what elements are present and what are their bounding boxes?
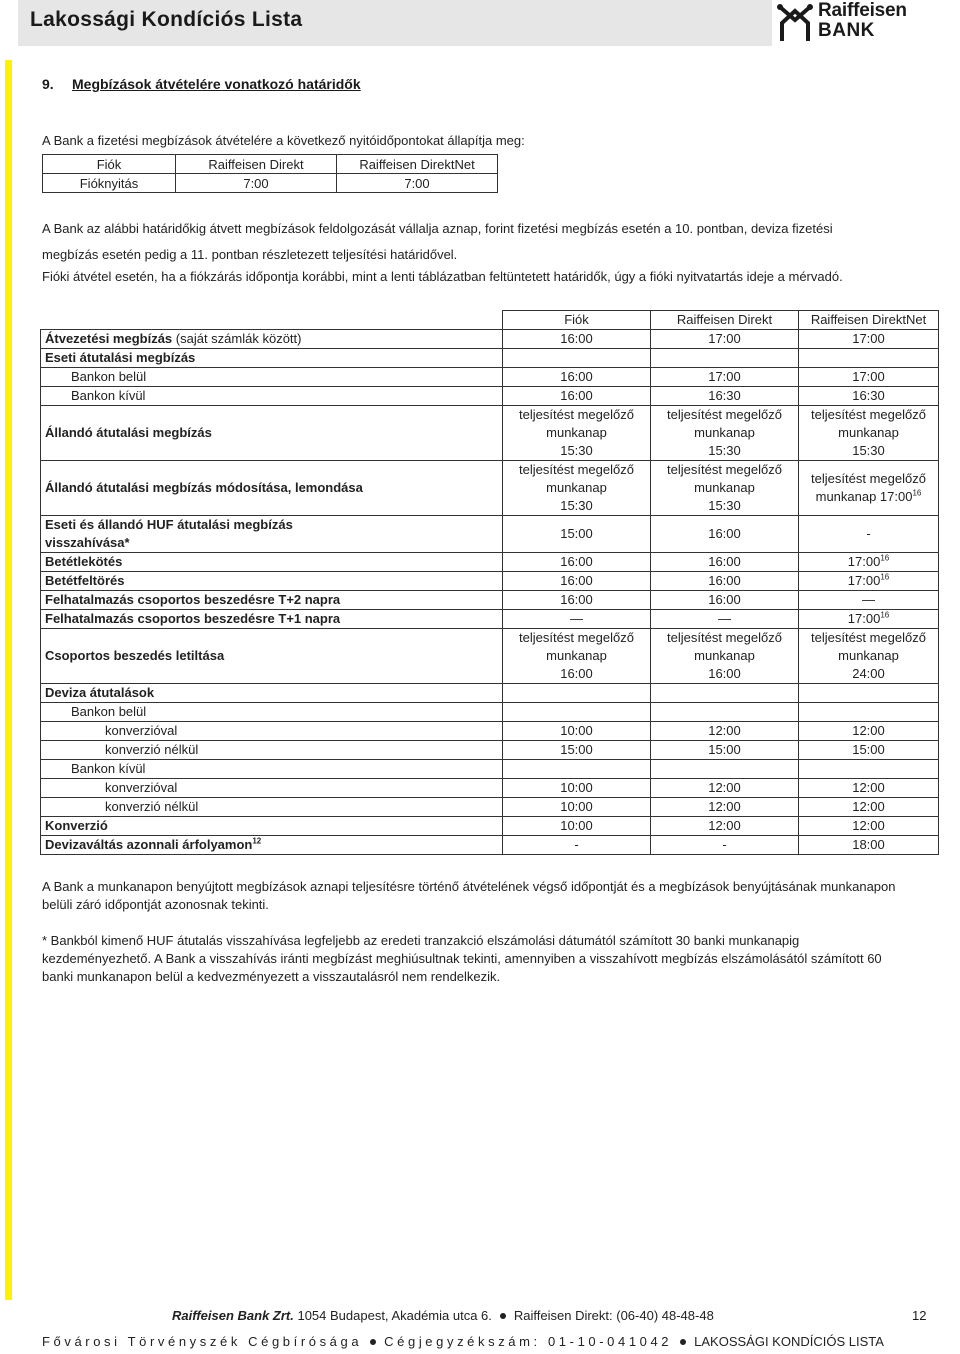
col-header: Raiffeisen Direkt bbox=[651, 311, 799, 330]
col-header: Fiók bbox=[43, 155, 176, 174]
row-label bbox=[41, 516, 503, 553]
table-row bbox=[41, 798, 939, 817]
row-label: Bankon kívül bbox=[41, 387, 503, 406]
row-label: konverzióval bbox=[41, 722, 503, 741]
paragraph-3-line-1: A Bank a munkanapon benyújtott megbízások aznapi teljesítésre történő átvételének végső időpontját és a megbízások benyújtásának munkanapon bbox=[42, 879, 896, 894]
cell-value: 12:00 bbox=[799, 817, 939, 836]
cell-line: teljesítést megelőző bbox=[667, 407, 782, 422]
cell-value: 12:00 bbox=[799, 798, 939, 817]
cell-value: 10:00 bbox=[503, 722, 651, 741]
row-label-line: visszahívása* bbox=[45, 535, 130, 550]
footer-court: Fővárosi Törvényszék Cégbírósága bbox=[42, 1334, 363, 1349]
cell-line: 15:30 bbox=[560, 443, 593, 458]
footer-company: Raiffeisen Bank Zrt. bbox=[172, 1308, 294, 1323]
cell-line: 24:00 bbox=[852, 666, 885, 681]
table-row bbox=[41, 741, 939, 760]
cell-line: 15:30 bbox=[560, 498, 593, 513]
logo-text-bank: BANK bbox=[818, 20, 875, 41]
cell-value bbox=[503, 406, 651, 461]
cell-text: 17:00 bbox=[847, 611, 881, 626]
cell-value: 16:30 bbox=[799, 387, 939, 406]
cell-value: 12:00 bbox=[651, 722, 799, 741]
cell-value bbox=[799, 703, 939, 722]
cell-value bbox=[651, 349, 799, 368]
table-row bbox=[41, 836, 939, 855]
cell-value bbox=[503, 684, 651, 703]
row-label: Bankon kívül bbox=[41, 760, 503, 779]
header-empty-cell bbox=[41, 311, 503, 330]
footnote-line-3: banki munkanapon belül a kedvezményezett a visszautalásról nem rendelkezik. bbox=[42, 969, 501, 984]
table-row bbox=[41, 610, 939, 629]
cell-value: 16:00 bbox=[651, 591, 799, 610]
paragraph-1-line-2: megbízás esetén pedig a 11. pontban részletezett teljesítési határidővel. bbox=[42, 247, 458, 262]
cell-text: 17:00 bbox=[847, 554, 881, 569]
cell-value: 7:00 bbox=[337, 174, 498, 193]
row-label: Deviza átutalások bbox=[41, 684, 503, 703]
row-label: konverzió nélkül bbox=[41, 741, 503, 760]
cell-value bbox=[799, 610, 939, 629]
cell-value: 15:00 bbox=[799, 741, 939, 760]
cell-value: - bbox=[651, 836, 799, 855]
cell-value: 12:00 bbox=[799, 722, 939, 741]
cell-value: 17:00 bbox=[799, 368, 939, 387]
cell-value: 7:00 bbox=[176, 174, 337, 193]
col-header: Fiók bbox=[503, 311, 651, 330]
cell-value: 12:00 bbox=[651, 779, 799, 798]
row-label: konverzióval bbox=[41, 779, 503, 798]
footer-regno: Cégjegyzékszám: 01-10-041042 bbox=[384, 1334, 673, 1349]
table-row bbox=[41, 760, 939, 779]
footnote-ref: 16 bbox=[880, 572, 890, 582]
row-label: Állandó átutalási megbízás bbox=[41, 406, 503, 461]
bullet-icon bbox=[370, 1339, 376, 1345]
row-label: Bankon belül bbox=[41, 703, 503, 722]
cell-value bbox=[799, 760, 939, 779]
cell-value: 10:00 bbox=[503, 779, 651, 798]
cell-value: 10:00 bbox=[503, 817, 651, 836]
table-row bbox=[41, 817, 939, 836]
cell-line bbox=[803, 488, 934, 506]
cell-line: munkanap bbox=[838, 648, 899, 663]
cell-text: munkanap 17:00 bbox=[815, 489, 913, 504]
footnote-line-2: kezdeményezhető. A Bank a visszahívás iránti megbízást meghiúsultnak tekinti, amennyiben a visszahívott megbízás elszámolásától számított 60 bbox=[42, 951, 882, 966]
cell-line: teljesítést megelőző bbox=[519, 462, 634, 477]
col-header: Raiffeisen DirektNet bbox=[799, 311, 939, 330]
cell-line: munkanap bbox=[546, 425, 607, 440]
cell-line: 15:30 bbox=[708, 498, 741, 513]
row-label-text: Devizaváltás azonnali árfolyamon bbox=[45, 837, 253, 852]
table-row bbox=[41, 368, 939, 387]
table-row bbox=[41, 553, 939, 572]
table-row bbox=[41, 387, 939, 406]
footer-registry bbox=[42, 1334, 884, 1349]
row-label: Felhatalmazás csoportos beszedésre T+2 napra bbox=[41, 591, 503, 610]
cell-value bbox=[799, 461, 939, 516]
cell-value: 15:00 bbox=[651, 741, 799, 760]
table-row bbox=[41, 703, 939, 722]
table-row bbox=[41, 722, 939, 741]
col-header: Raiffeisen Direkt bbox=[176, 155, 337, 174]
row-label: Csoportos beszedés letiltása bbox=[41, 629, 503, 684]
cell-value: 16:00 bbox=[651, 572, 799, 591]
cell-value: 17:00 bbox=[651, 330, 799, 349]
col-header: Raiffeisen DirektNet bbox=[337, 155, 498, 174]
row-label-rest: (saját számlák között) bbox=[172, 331, 302, 346]
footnote-line-1: * Bankból kimenő HUF átutalás visszahívása legfeljebb az eredeti tranzakció elszámolási dátumától számított 30 banki munkanapig bbox=[42, 933, 800, 948]
table-row bbox=[41, 591, 939, 610]
cell-value bbox=[799, 349, 939, 368]
cell-value bbox=[503, 629, 651, 684]
cell-value bbox=[651, 703, 799, 722]
footnote-ref: 16 bbox=[912, 488, 922, 498]
cell-value bbox=[651, 461, 799, 516]
cell-line: teljesítést megelőző bbox=[811, 471, 926, 486]
bullet-icon bbox=[500, 1313, 506, 1319]
cell-value bbox=[503, 349, 651, 368]
table-row bbox=[41, 349, 939, 368]
table-row bbox=[41, 779, 939, 798]
paragraph-3-line-2: belüli záró időpontját azonosnak tekinti. bbox=[42, 897, 269, 912]
cell-value: 12:00 bbox=[651, 817, 799, 836]
footer-address: 1054 Budapest, Akadémia utca 6. bbox=[293, 1308, 492, 1323]
row-label bbox=[41, 836, 503, 855]
row-label: Bankon belül bbox=[41, 368, 503, 387]
cell-value: 16:00 bbox=[503, 330, 651, 349]
cell-line: 16:00 bbox=[708, 666, 741, 681]
raiffeisen-gable-icon bbox=[776, 3, 814, 43]
bullet-icon bbox=[680, 1339, 686, 1345]
raiffeisen-logo bbox=[772, 0, 940, 46]
row-label: Betétlekötés bbox=[41, 553, 503, 572]
row-label: Konverzió bbox=[41, 817, 503, 836]
cell-value: 15:00 bbox=[503, 516, 651, 553]
cell-line: teljesítést megelőző bbox=[667, 630, 782, 645]
cell-value: — bbox=[651, 610, 799, 629]
cell-value: 16:00 bbox=[503, 387, 651, 406]
cell-value bbox=[651, 406, 799, 461]
deadlines-table bbox=[40, 310, 939, 855]
cell-value bbox=[799, 629, 939, 684]
cell-value: 12:00 bbox=[799, 779, 939, 798]
section-number: 9. bbox=[42, 76, 54, 92]
side-accent-bar bbox=[5, 60, 12, 1300]
row-label: Eseti átutalási megbízás bbox=[41, 349, 503, 368]
cell-value: 16:00 bbox=[503, 572, 651, 591]
cell-value: - bbox=[503, 836, 651, 855]
cell-line: 16:00 bbox=[560, 666, 593, 681]
cell-value: 10:00 bbox=[503, 798, 651, 817]
cell-value bbox=[503, 703, 651, 722]
row-label-bold: Átvezetési megbízás bbox=[45, 331, 173, 346]
cell-value: 16:00 bbox=[503, 553, 651, 572]
cell-value: - bbox=[799, 516, 939, 553]
cell-value: 17:00 bbox=[651, 368, 799, 387]
cell-value bbox=[651, 629, 799, 684]
cell-line: teljesítést megelőző bbox=[519, 407, 634, 422]
cell-value bbox=[651, 684, 799, 703]
cell-text: 17:00 bbox=[847, 573, 881, 588]
section-title bbox=[42, 76, 361, 92]
cell-value bbox=[799, 572, 939, 591]
row-label: Felhatalmazás csoportos beszedésre T+1 napra bbox=[41, 610, 503, 629]
row-label: konverzió nélkül bbox=[41, 798, 503, 817]
footer-contact bbox=[172, 1308, 714, 1323]
cell-line: teljesítést megelőző bbox=[811, 407, 926, 422]
cell-line: munkanap bbox=[546, 480, 607, 495]
page-number: 12 bbox=[912, 1308, 927, 1323]
footnote-ref: 12 bbox=[252, 836, 262, 846]
footer-direkt: Raiffeisen Direkt: (06-40) 48-48-48 bbox=[513, 1308, 714, 1323]
cell-line: munkanap bbox=[694, 480, 755, 495]
cell-line: munkanap bbox=[694, 648, 755, 663]
section-heading: Megbízások átvételére vonatkozó határidők bbox=[72, 76, 361, 92]
cell-value: 16:00 bbox=[503, 368, 651, 387]
footnote-ref: 16 bbox=[880, 553, 890, 563]
footnote-ref: 16 bbox=[880, 610, 890, 620]
table-row bbox=[41, 406, 939, 461]
cell-value: 17:00 bbox=[799, 330, 939, 349]
table-row bbox=[41, 516, 939, 553]
cell-value: 16:00 bbox=[651, 516, 799, 553]
table-row bbox=[41, 572, 939, 591]
cell-line: teljesítést megelőző bbox=[667, 462, 782, 477]
table-row bbox=[41, 629, 939, 684]
table-row bbox=[41, 461, 939, 516]
cell-value: 12:00 bbox=[651, 798, 799, 817]
row-label: Állandó átutalási megbízás módosítása, lemondása bbox=[41, 461, 503, 516]
cell-value: — bbox=[799, 591, 939, 610]
cell-line: 15:30 bbox=[852, 443, 885, 458]
cell-value: 16:00 bbox=[651, 553, 799, 572]
cell-value: 16:30 bbox=[651, 387, 799, 406]
intro-text: A Bank a fizetési megbízások átvételére a következő nyitóidőpontokat állapítja meg: bbox=[42, 133, 525, 148]
cell-line: teljesítést megelőző bbox=[519, 630, 634, 645]
paragraph-2: Fióki átvétel esetén, ha a fiókzárás időpontja korábbi, mint a lenti táblázatban feltüntetett határidők, úgy a fióki nyitvatartás ideje a mérvadó. bbox=[42, 269, 843, 284]
cell-line: munkanap bbox=[838, 425, 899, 440]
cell-line: munkanap bbox=[694, 425, 755, 440]
row-label bbox=[41, 330, 503, 349]
logo-text-raiffeisen: Raiffeisen bbox=[818, 0, 907, 21]
cell-value bbox=[799, 684, 939, 703]
cell-line: munkanap bbox=[546, 648, 607, 663]
cell-value bbox=[503, 760, 651, 779]
row-label: Betétfeltörés bbox=[41, 572, 503, 591]
row-label-line: Eseti és állandó HUF átutalási megbízás bbox=[45, 517, 293, 532]
cell-value: 15:00 bbox=[503, 741, 651, 760]
cell-line: teljesítést megelőző bbox=[811, 630, 926, 645]
paragraph-1-line-1: A Bank az alábbi határidőkig átvett megbízások feldolgozását vállalja aznap, forint fizetési megbízás esetén a 10. pontban, deviza fizetési bbox=[42, 221, 833, 236]
table-row bbox=[41, 330, 939, 349]
row-label: Fióknyitás bbox=[43, 174, 176, 193]
cell-value bbox=[651, 760, 799, 779]
table-row bbox=[41, 684, 939, 703]
cell-line: 15:30 bbox=[708, 443, 741, 458]
cell-value bbox=[503, 461, 651, 516]
cell-value: — bbox=[503, 610, 651, 629]
cell-value bbox=[799, 406, 939, 461]
cell-value: 18:00 bbox=[799, 836, 939, 855]
opening-hours-table bbox=[42, 154, 498, 193]
footer-doc-name: LAKOSSÁGI KONDÍCIÓS LISTA bbox=[694, 1334, 884, 1349]
cell-value: 16:00 bbox=[503, 591, 651, 610]
cell-value bbox=[799, 553, 939, 572]
page-title: Lakossági Kondíciós Lista bbox=[30, 8, 303, 31]
